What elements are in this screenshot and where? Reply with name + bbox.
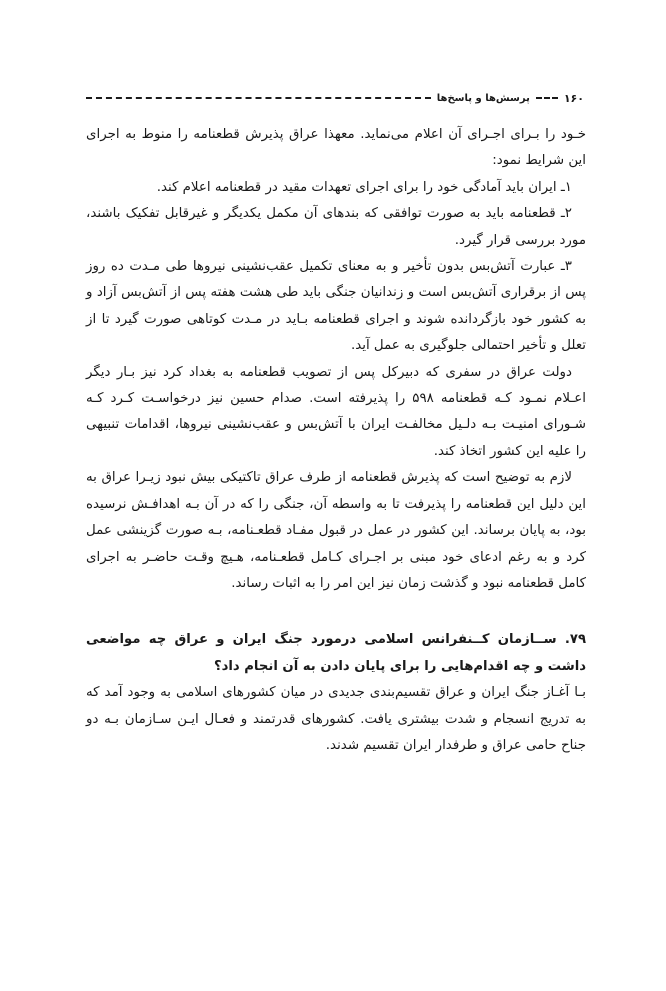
header-dash-rule-short <box>536 97 558 99</box>
paragraph-explanation: لازم به توضیح است که پذیرش قطعنامه از طرف عراق تاکتیکی بیش نبود زیـرا عراق به این دلیل این قطعنامه را پذیرفت تا به واسطه آن، جنگی را که در آن بـه اهدافـش نرسیده بود، به پایان برساند. این کشور در عمل در قبول مفـاد قطعـنامه، بـه صورت گزینشی عمل کرد و به رغم ادعای خود مبنی بر اجـرای کـامل قطعـنامه، هـیچ وقـت حاضـر به اجرای کامل قطعنامه نبود و گذشت زمان نیز این امر را به اثبات رساند. <box>86 470 586 591</box>
running-title: پرسش‌ها و پاسخ‌ها <box>436 92 530 104</box>
question-heading: ۷۹. ســازمان کــنفرانس اسلامی درمورد جنگ ایران و عراق چه مواضعی داشت و چه اقدام‌هایی را برای پایان دادن به آن انجام داد؟ <box>86 632 586 674</box>
header-dash-rule <box>86 97 431 99</box>
body-text <box>86 122 586 759</box>
condition-item-2: ۲ـ قطعنامه باید به صورت توافقی که بندهای آن مکمل یکدیگر و غیرقابل تفکیک باشند، مورد بررسی قرار گیرد. <box>86 206 586 248</box>
paragraph-iraq-government: دولت عراق در سفری که دبیرکل پس از تصویب قطعنامه به بغداد کرد نیز بـار دیگر اعـلام نمـود کـه قطعنامه ۵۹۸ را پذیرفته است. صدام حسین نیز درخواسـت کـرد کـه شـورای امنیـت بـه دلـیل مخالفـت ایران با آتش‌بس و عقب‌نشینی نیروها، اقدامات تنبیهی را علیه این کشور اتخاذ کند. <box>86 364 586 459</box>
answer-paragraph: بـا آغـاز جنگ ایران و عراق تقسیم‌بندی جدیدی در میان کشورهای اسلامی به وجود آمد که به تدریج انسجام و شدت بیشتری یافت. کشورهای قدرتمند و فعـال ایـن سـازمان بـه دو جناح حامی عراق و طرفدار ایران تقسیم شدند. <box>86 685 586 753</box>
page-number: ۱۶۰ <box>563 91 584 105</box>
paragraph-continued: خـود را بـرای اجـرای آن اعلام می‌نماید. معهذا عراق پذیرش قطعنامه را منوط به اجرای این شرایط نمود: <box>86 127 586 169</box>
condition-item-1: ۱ـ ایران باید آمادگی خود را برای اجرای تعهدات مقید در قطعنامه اعلام کند. <box>156 179 572 195</box>
page-header <box>86 88 584 108</box>
condition-item-3: ۳ـ عبارت آتش‌بس بدون تأخیر و به معنای تکمیل عقب‌نشینی نیروها طی مـدت ده روز پس از برقراری آتش‌بس است و زندانیان جنگی باید طی هشت هفته پس از آتش‌بس آزاد و به کشور خود بازگردانده شوند و اجرای قطعنامه بـاید در مـدت کوتاهی صورت گیرد تا از تعلل و تأخیر احتمالی جلوگیری به عمل آید. <box>86 259 586 354</box>
